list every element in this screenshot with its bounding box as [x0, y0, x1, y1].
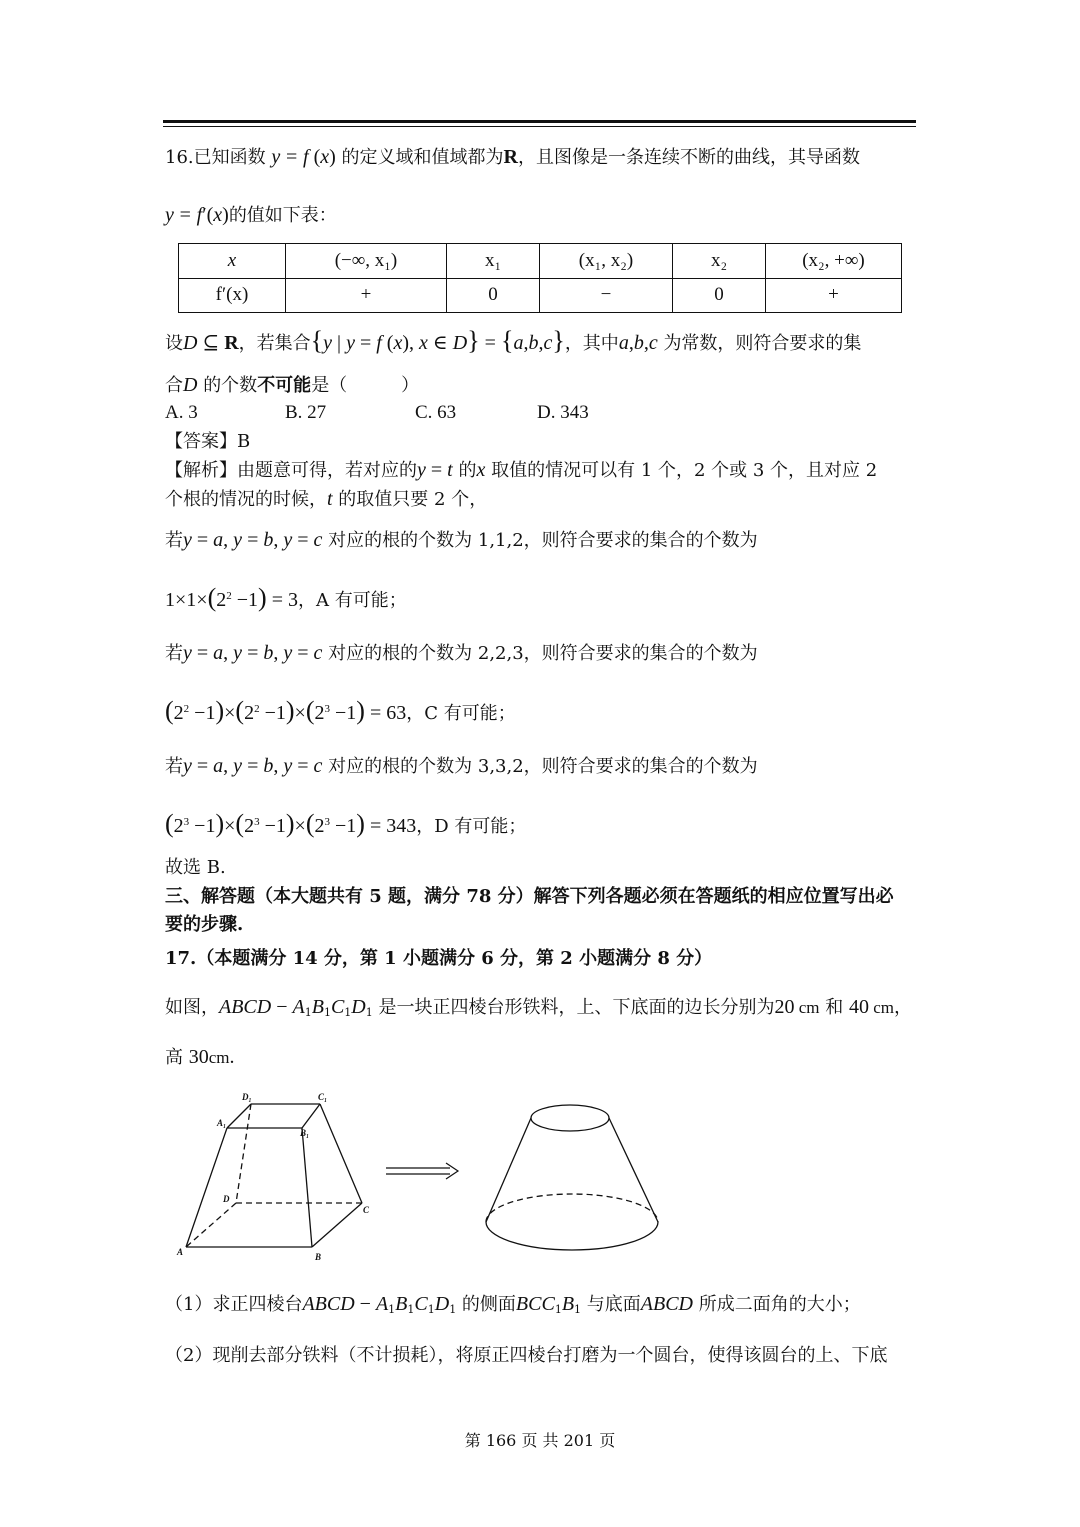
table-cell: x₂ — [673, 244, 766, 279]
q16-line3: 设D ⊆ R，若集合{y | y = f (x), x ∈ D} = {a,b,c}，其中a,b,c 为常数，则符合要求的集 — [165, 326, 862, 355]
page-footer: 第 166 页 共 201 页 — [464, 1431, 616, 1450]
table-cell: (x₁, x₂) — [540, 244, 673, 279]
analysis-line2: 个根的情况的时候，t 的取值只要 2 个， — [165, 488, 488, 510]
q17-sub1: （1）求正四棱台ABCD − $A_1B_1C_1D_1$ 的侧面$BCC_1B_1$ 与底面ABCD 所成二面角的大小； — [165, 1293, 861, 1316]
table-cell: x₁ — [447, 244, 540, 279]
case3-line: 若y = a, y = b, y = c 对应的根的个数为 3,3,2，则符合要求的集合的个数为 — [165, 755, 758, 777]
case1-formula: $1\times 1\times(2^2 -1) = 3$，A 有可能； — [165, 583, 407, 612]
label-d: D — [223, 1194, 230, 1204]
table-cell: 0 — [673, 278, 766, 313]
cone-frustum-figure — [480, 1098, 665, 1268]
q17-desc1: 如图，ABCD − $A_1B_1C_1D_1$ 是一块正四棱台形铁料，上、下底面的边长分别为20 cm 和 40 cm， — [165, 996, 912, 1019]
analysis-line1: 【解析】由题意可得，若对应的y = t 的x 取值的情况可以有 1 个，2 个或 3 个，且对应 2 — [165, 459, 878, 481]
q17-desc2: 高 30cm. — [165, 1046, 235, 1068]
q17-sub2: （2）现削去部分铁料（不计损耗），将原正四棱台打磨为一个圆台，使得该圆台的上、下底 — [165, 1345, 888, 1366]
label-c: C — [363, 1205, 370, 1215]
label-a: A — [177, 1247, 184, 1257]
case1-line: 若y = a, y = b, y = c 对应的根的个数为 1,1,2，则符合要求的集合的个数为 — [165, 529, 758, 551]
case2-formula: $(2^2 -1)\times(2^2 -1)\times(2^3 -1) = 63$，C 有可能； — [165, 696, 516, 725]
label-d1: D₁ — [242, 1092, 252, 1102]
table-row-header — [179, 244, 902, 279]
pyramid-frustum-figure — [170, 1090, 390, 1265]
table-cell: f′(x) — [179, 278, 286, 313]
table-cell: (x₂, +∞) — [766, 244, 902, 279]
option-a: A. 3 — [165, 402, 198, 423]
label-b: B — [315, 1252, 322, 1262]
q17-heading: 17.（本题满分 14 分，第 1 小题满分 6 分，第 2 小题满分 8 分） — [165, 948, 713, 969]
section3-line2: 要的步骤. — [165, 914, 244, 935]
table-cell: + — [286, 278, 447, 313]
case3-formula: $(2^3 -1)\times(2^3 -1)\times(2^3 -1) = 343$，D 有可能； — [165, 809, 527, 838]
label-b1: B₁ — [300, 1128, 310, 1138]
derivative-table — [178, 243, 902, 313]
header-rule-thin — [163, 126, 916, 127]
q16-line1: 16.已知函数 y = f (x) 的定义域和值域都为R，且图像是一条连续不断的曲线，其导函数 — [165, 146, 860, 168]
header-rule-thick — [163, 120, 916, 123]
table-cell: − — [540, 278, 673, 313]
option-d: D. 343 — [537, 402, 589, 423]
case2-line: 若y = a, y = b, y = c 对应的根的个数为 2,2,3，则符合要求的集合的个数为 — [165, 642, 758, 664]
table-row-values — [179, 278, 902, 313]
table-cell: x — [179, 244, 286, 279]
table-cell: 0 — [447, 278, 540, 313]
double-arrow-icon — [384, 1160, 464, 1182]
answer: 【答案】B — [165, 431, 251, 452]
q16-line4: 合D 的个数不可能是（ ） — [165, 374, 420, 396]
label-c1: C₁ — [318, 1092, 328, 1102]
label-a1: A₁ — [217, 1118, 227, 1128]
option-b: B. 27 — [285, 402, 327, 423]
table-cell: + — [766, 278, 902, 313]
q16-line2: y = f′(x)的值如下表： — [165, 204, 337, 226]
table-cell: (−∞, x₁) — [286, 244, 447, 279]
section3-line1: 三、解答题（本大题共有 5 题，满分 78 分）解答下列各题必须在答题纸的相应位置写出必 — [165, 886, 894, 907]
option-c: C. 63 — [415, 402, 457, 423]
conclusion: 故选 B. — [165, 857, 226, 878]
